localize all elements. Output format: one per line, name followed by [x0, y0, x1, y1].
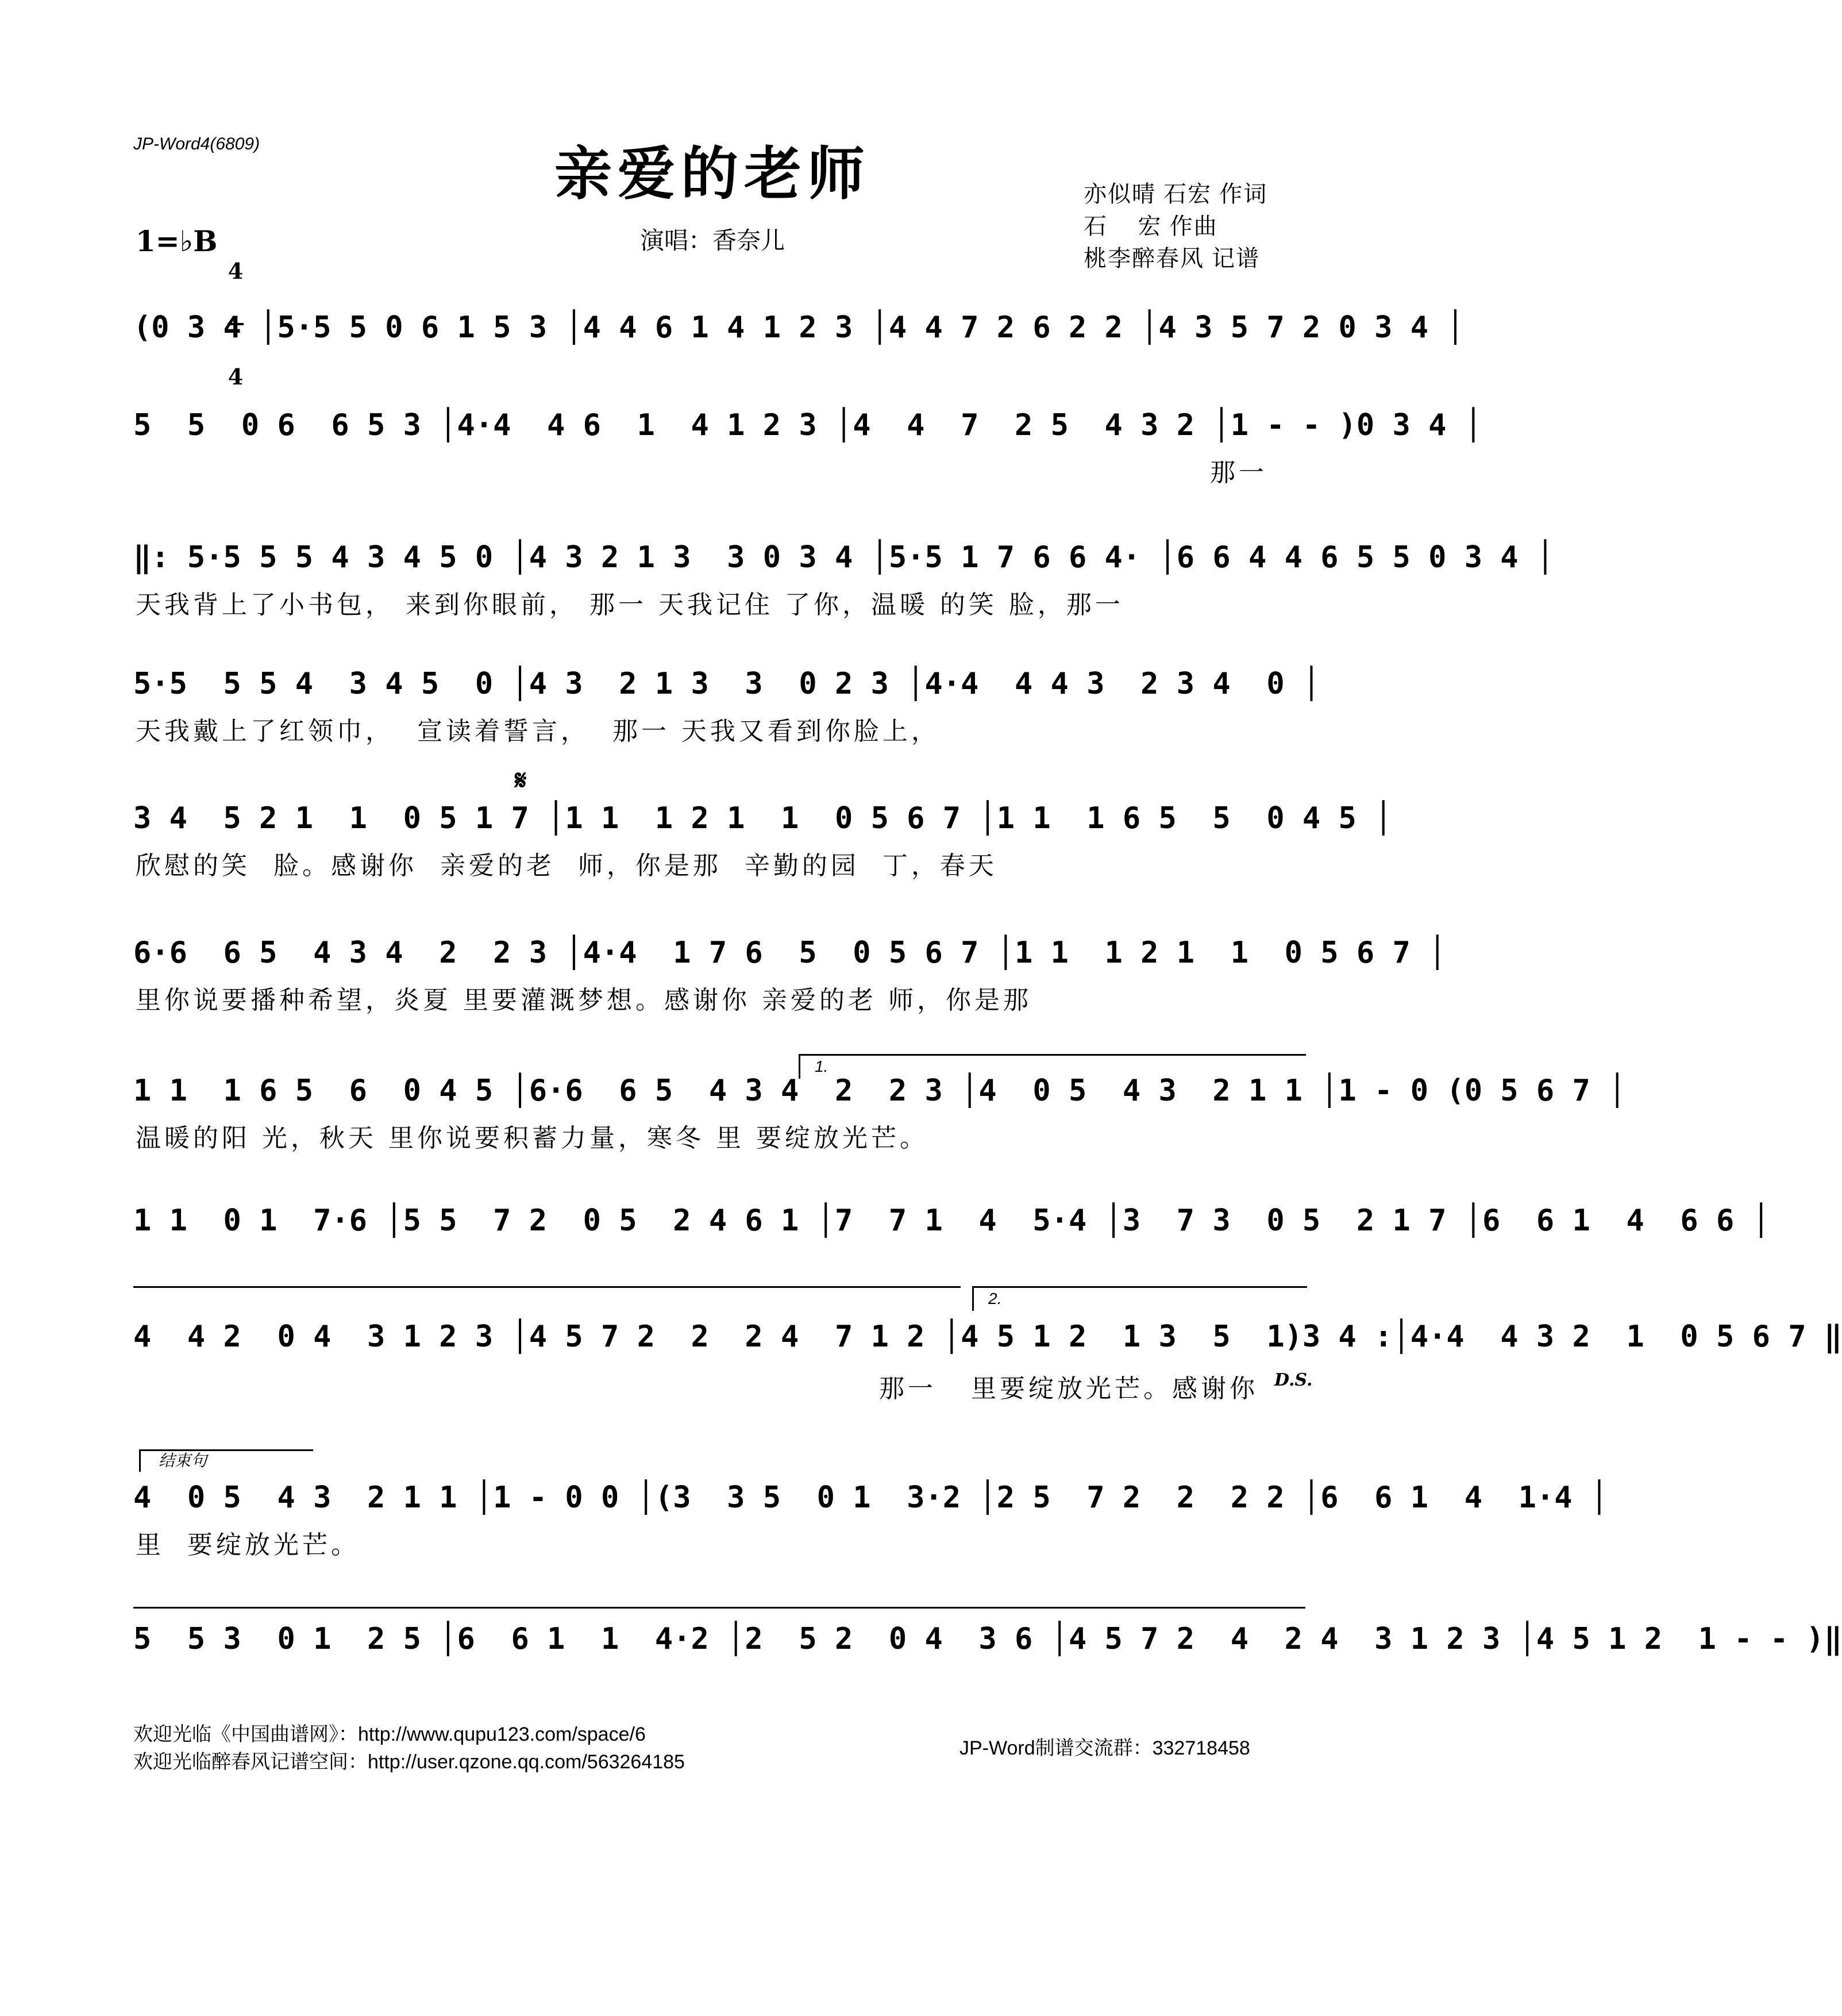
- score-row-4-notes: 5·5 5 5 4 3 4 5 0 │4 3 2 1 3 3 0 2 3 │4·4 4 4 3 2 3 4 0 │: [133, 667, 1321, 701]
- score-row-6-lyrics: 里你说要播种希望，炎夏 里要灌溉梦想。感谢你 亲爱的老 师，你是那: [136, 986, 1032, 1015]
- score-row-7-notes: 1 1 1 6 5 6 0 4 5 │6·6 6 5 4 3 4 2 2 3 │4 0 5 4 3 2 1 1 │1 - 0 (0 5 6 7 │: [133, 1074, 1627, 1108]
- score-row-8-notes: 1 1 0 1 7·6 │5 5 7 2 0 5 2 4 6 1 │7 7 1 4 5·4 │3 7 3 0 5 2 1 7 │6 6 1 4 6 6 │: [133, 1203, 1770, 1238]
- score-row-6-notes: 6·6 6 5 4 3 4 2 2 3 │4·4 1 7 6 5 0 5 6 7 │1 1 1 2 1 1 0 5 6 7 │: [133, 936, 1447, 970]
- time-signature-bottom: 4: [228, 364, 244, 390]
- repeat-span-line: [133, 1286, 961, 1288]
- score-row-9-notes: 4 4 2 0 4 3 1 2 3 │4 5 7 2 2 2 4 7 1 2 │4 5 1 2 1 3 5 1)3 4 :│4·4 4 3 2 1 0 5 6 7 ‖: [133, 1319, 1842, 1354]
- footer-link-qupu: 欢迎光临《中国曲谱网》：http://www.qupu123.com/space/6: [133, 1723, 646, 1745]
- score-row-5-lyrics: 欣慰的笑 脸。感谢你 亲爱的老 师，你是那 辛勤的园 丁，春天: [136, 851, 997, 880]
- score-row-7-lyrics: 温暖的阳 光，秋天 里你说要积蓄力量，寒冬 里 要绽放光芒。: [136, 1124, 928, 1153]
- coda-label: 结束句: [159, 1452, 207, 1469]
- second-ending-label: 2.: [988, 1290, 1002, 1307]
- score-row-10-lyrics: 里 要绽放光芒。: [136, 1530, 360, 1560]
- segno-sign: 𝄋: [515, 764, 527, 797]
- score-row-5-notes: 3 4 5 2 1 1 0 5 1 7 │1 1 1 2 1 1 0 5 6 7 │1 1 1 6 5 5 0 4 5 │: [133, 801, 1393, 836]
- footer-link-qzone: 欢迎光临醉春风记谱空间：http://user.qzone.qq.com/563264185: [133, 1751, 685, 1773]
- time-signature-top: 4: [228, 258, 244, 284]
- coda-span-line: [133, 1607, 1305, 1609]
- score-row-9-lyrics: 那一 里要绽放光芒。感谢你: [879, 1374, 1258, 1403]
- qq-group: JP-Word制谱交流群：332718458: [959, 1737, 1250, 1759]
- ds-label: D.S.: [1274, 1370, 1313, 1390]
- first-ending-label: 1.: [815, 1057, 828, 1075]
- score-row-11-notes: 5 5 3 0 1 2 5 │6 6 1 1 4·2 │2 5 2 0 4 3 6 │4 5 7 2 4 2 4 3 1 2 3 │4 5 1 2 1 - - )‖: [133, 1622, 1842, 1656]
- score-row-1-notes: (0 3 4 │5·5 5 0 6 1 5 3 │4 4 6 1 4 1 2 3 │4 4 7 2 6 2 2 │4 3 5 7 2 0 3 4 │: [133, 310, 1465, 345]
- score-row-3-notes: ‖: 5·5 5 5 4 3 4 5 0 │4 3 2 1 3 3 0 3 4 │5·5 1 7 6 6 4· │6 6 4 4 6 5 5 0 3 4 │: [133, 540, 1555, 575]
- transcriber-credit: 桃李醉春风 记谱: [1084, 246, 1261, 271]
- singer-credit: 演唱：香奈儿: [639, 227, 785, 254]
- score-row-4-lyrics: 天我戴上了红领巾， 宣读着誓言， 那一 天我又看到你脸上，: [136, 717, 940, 746]
- composer-credit: 石 宏 作曲: [1084, 214, 1218, 239]
- score-row-10-notes: 4 0 5 4 3 2 1 1 │1 - 0 0 │(3 3 5 0 1 3·2 │2 5 7 2 2 2 2 │6 6 1 4 1·4 │: [133, 1480, 1609, 1515]
- score-row-3-lyrics: 天我背上了小书包， 来到你眼前， 那一 天我记住 了你，温暖 的笑 脸，那一: [136, 590, 1124, 620]
- second-ending-bracket: [972, 1286, 1307, 1311]
- score-row-2-lyrics: 那一: [1210, 458, 1267, 487]
- page-title: 亲爱的老师: [554, 140, 870, 207]
- lyricist-credit: 亦似晴 石宏 作词: [1084, 182, 1268, 207]
- score-row-2-notes: 5 5 0 6 6 5 3 │4·4 4 6 1 4 1 2 3 │4 4 7 2 5 4 3 2 │1 - - )0 3 4 │: [133, 408, 1482, 443]
- key-signature: 1=♭B: [136, 224, 218, 258]
- source-tag: JP-Word4(6809): [133, 134, 260, 153]
